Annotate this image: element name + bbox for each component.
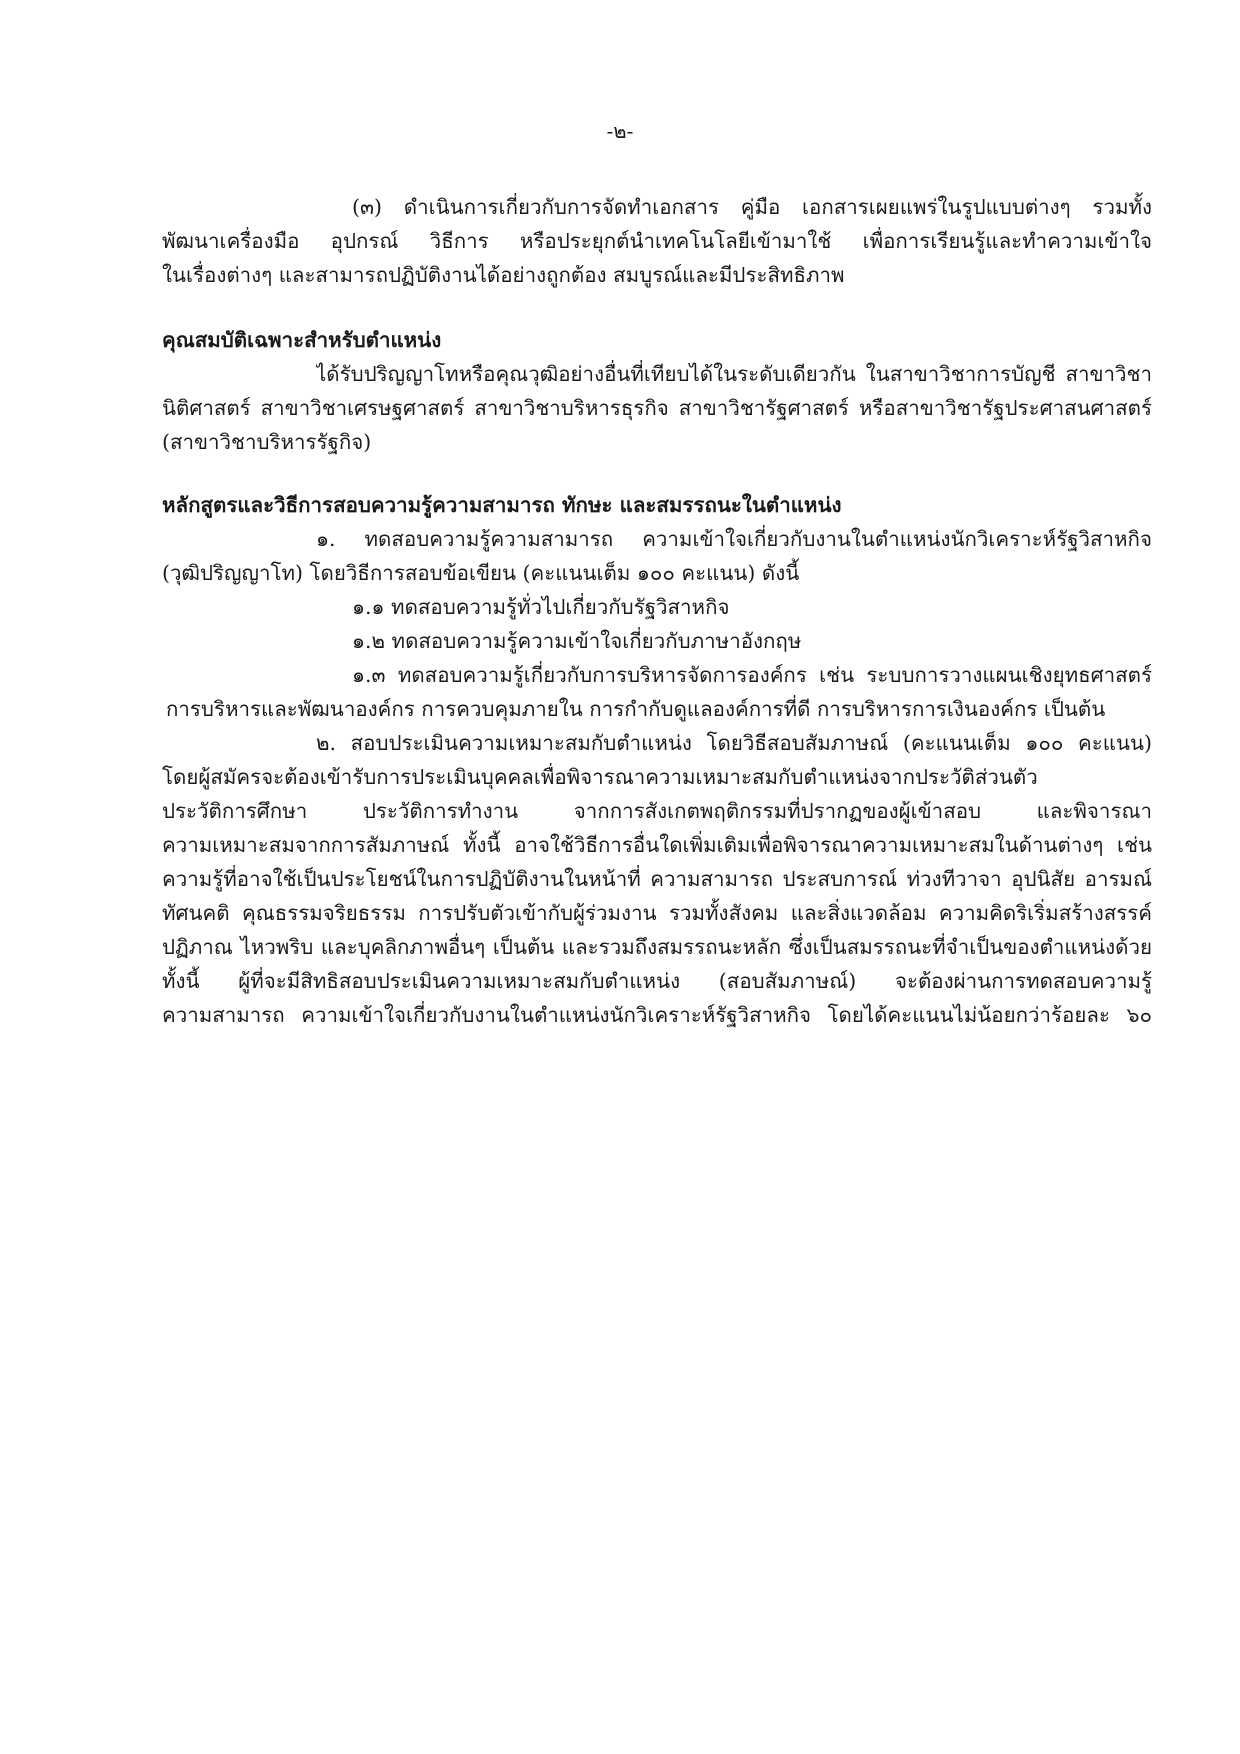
qualifications-line-1: ได้รับปริญญาโทหรือคุณวุฒิอย่างอื่นที่เทียบได้ในระดับเดียวกัน ในสาขาวิชาการบัญชี สาขาวิชา bbox=[316, 362, 1152, 386]
curriculum-p2-line-3: ประวัติการศึกษา ประวัติการทำงาน จากการสังเกตพฤติกรรมที่ปรากฏของผู้เข้าสอบ และพิจารณา bbox=[162, 799, 1152, 823]
curriculum-item-1-2: ๑.๒ ทดสอบความรู้ความเข้าใจเกี่ยวกับภาษาอังกฤษ bbox=[352, 629, 802, 653]
curriculum-p2-line-5: ความรู้ที่อาจใช้เป็นประโยชน์ในการปฏิบัติงานในหน้าที่ ความสามารถ ประสบการณ์ ท่วงทีวาจา อุปนิสัย อารมณ์ bbox=[162, 867, 1152, 891]
curriculum-p1-line-2: (วุฒิปริญญาโท) โดยวิธีการสอบข้อเขียน (คะแนนเต็ม ๑๐๐ คะแนน) ดังนี้ bbox=[162, 561, 800, 585]
qualifications-line-2: นิติศาสตร์ สาขาวิชาเศรษฐศาสตร์ สาขาวิชาบริหารธุรกิจ สาขาวิชารัฐศาสตร์ หรือสาขาวิชารัฐประศาสนศาสตร์ bbox=[162, 396, 1152, 420]
curriculum-heading: หลักสูตรและวิธีการสอบความรู้ความสามารถ ทักษะ และสมรรถนะในตำแหน่ง bbox=[162, 493, 842, 517]
curriculum-p2-line-4: ความเหมาะสมจากการสัมภาษณ์ ทั้งนี้ อาจใช้วิธีการอื่นใดเพิ่มเติมเพื่อพิจารณาความเหมาะสมในด้านต่างๆ เช่น bbox=[162, 833, 1152, 857]
page-number: -๒- bbox=[606, 119, 634, 143]
curriculum-item-1-1: ๑.๑ ทดสอบความรู้ทั่วไปเกี่ยวกับรัฐวิสาหกิจ bbox=[352, 595, 730, 619]
curriculum-item-1-3-line-1: ๑.๓ ทดสอบความรู้เกี่ยวกับการบริหารจัดการองค์กร เช่น ระบบการวางแผนเชิงยุทธศาสตร์ bbox=[352, 663, 1152, 687]
item3-line-3: ในเรื่องต่างๆ และสามารถปฏิบัติงานได้อย่างถูกต้อง สมบูรณ์และมีประสิทธิภาพ bbox=[162, 263, 845, 287]
qualifications-heading: คุณสมบัติเฉพาะสำหรับตำแหน่ง bbox=[162, 328, 442, 352]
curriculum-p2-line-1: ๒. สอบประเมินความเหมาะสมกับตำแหน่ง โดยวิธีสอบสัมภาษณ์ (คะแนนเต็ม ๑๐๐ คะแนน) bbox=[316, 731, 1152, 755]
curriculum-p2-line-6: ทัศนคติ คุณธรรมจริยธรรม การปรับตัวเข้ากับผู้ร่วมงาน รวมทั้งสังคม และสิ่งแวดล้อม ความคิดริเริ่มสร้างสรรค์ bbox=[162, 901, 1152, 925]
curriculum-p2-line-9: ความสามารถ ความเข้าใจเกี่ยวกับงานในตำแหน่งนักวิเคราะห์รัฐวิสาหกิจ โดยได้คะแนนไม่น้อยกว่าร้อยละ ๖๐ bbox=[162, 1003, 1152, 1027]
curriculum-p2-line-2: โดยผู้สมัครจะต้องเข้ารับการประเมินบุคคลเพื่อพิจารณาความเหมาะสมกับตำแหน่งจากประวัติส่วนตัว bbox=[162, 765, 1038, 789]
curriculum-p2-line-7: ปฏิภาณ ไหวพริบ และบุคลิกภาพอื่นๆ เป็นต้น และรวมถึงสมรรถนะหลัก ซึ่งเป็นสมรรถนะที่จำเป็นของตำแหน่งด้วย bbox=[162, 935, 1152, 959]
curriculum-p2-line-8: ทั้งนี้ ผู้ที่จะมีสิทธิสอบประเมินความเหมาะสมกับตำแหน่ง (สอบสัมภาษณ์) จะต้องผ่านการทดสอบความรู้ bbox=[162, 969, 1152, 993]
item3-line-1: (๓) ดำเนินการเกี่ยวกับการจัดทำเอกสาร คู่มือ เอกสารเผยแพร่ในรูปแบบต่างๆ รวมทั้ง bbox=[352, 195, 1152, 219]
item3-line-2: พัฒนาเครื่องมือ อุปกรณ์ วิธีการ หรือประยุกต์นำเทคโนโลยีเข้ามาใช้ เพื่อการเรียนรู้และทำความเข้าใจ bbox=[162, 229, 1152, 253]
curriculum-item-1-3-line-2: การบริหารและพัฒนาองค์กร การควบคุมภายใน การกำกับดูแลองค์การที่ดี การบริหารการเงินองค์กร เป็นต้น bbox=[166, 697, 1106, 721]
qualifications-line-3: (สาขาวิชาบริหารรัฐกิจ) bbox=[162, 430, 372, 454]
curriculum-p1-line-1: ๑. ทดสอบความรู้ความสามารถ ความเข้าใจเกี่ยวกับงานในตำแหน่งนักวิเคราะห์รัฐวิสาหกิจ bbox=[316, 527, 1152, 551]
